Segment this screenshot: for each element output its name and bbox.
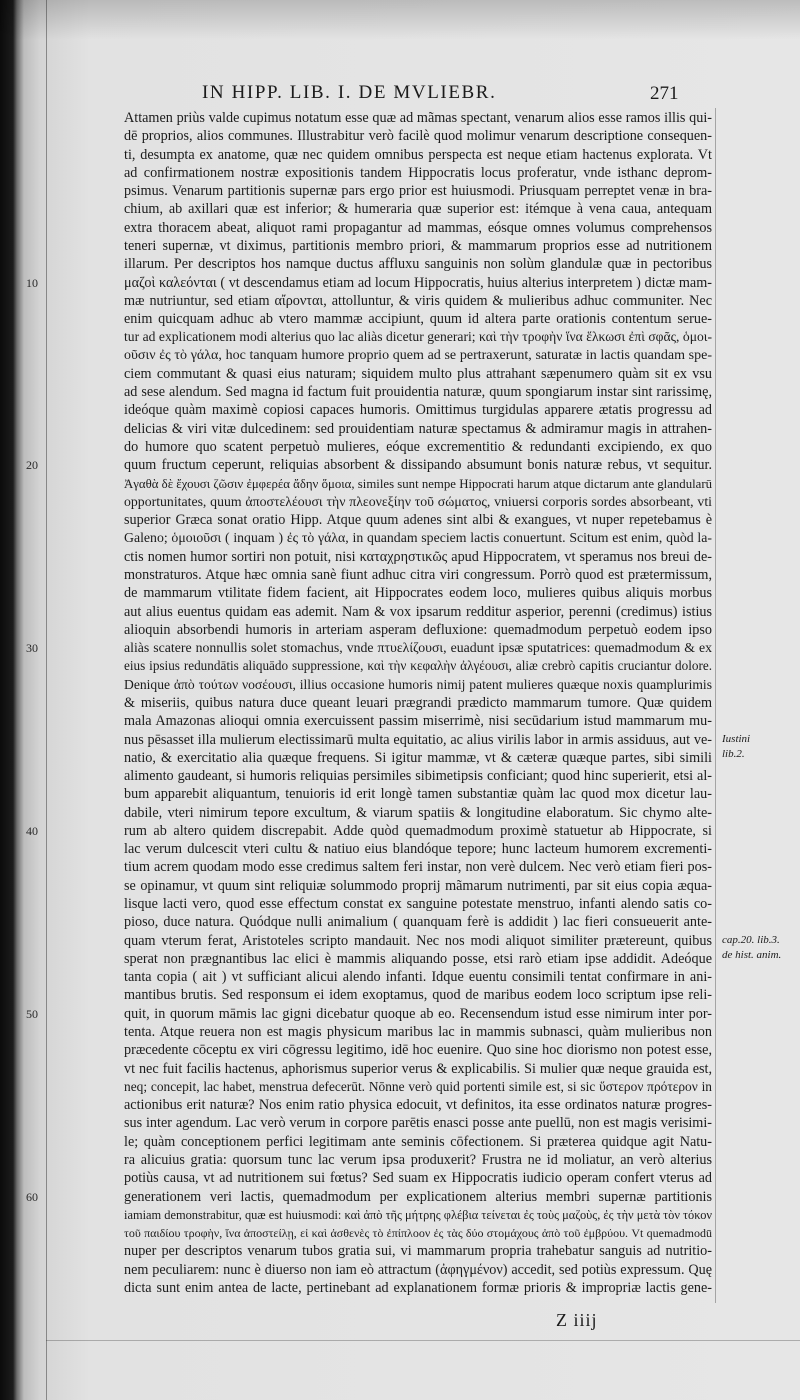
margin-note-line: cap.20. lib.3. — [722, 933, 780, 946]
text-line — [124, 182, 712, 200]
text-line — [124, 1224, 712, 1242]
line-text: & miseriis, quibus natura duce queant leuari prægrandi prædicto mammarum tumore. Quæ quidem — [124, 694, 712, 711]
line-text: ctis nomen humor sortiri non potuit, nisi καταχρηστικῶς apud Hippocratem, vt speramus nos breui de- — [124, 548, 712, 565]
line-text: iamiam demonstrabitur, quæ est huiusmodi: καὶ ἀπὸ τῆς μήτρης φλέβια τείνεται ἐς τοὺς μαζοὺς, ἐς τὴν μετὰ τὸν τόκον — [124, 1207, 712, 1222]
line-text: mala Amazonas alioqui omnia exercuissent passim miserrimè, nisi secūdarium istud mammarum mu- — [124, 713, 712, 730]
text-line — [124, 1041, 712, 1059]
text-line — [124, 1060, 712, 1078]
margin-note-line: de hist. anim. — [722, 948, 782, 961]
line-text: nus pēsasset illa mulierum electissimarū multa equitatio, ac alius virilis labor in armis assiduus, aut ve- — [124, 731, 712, 748]
line-text: neq; concepit, lac habet, menstrua defecerūt. Nōnne verò quid portenti simile est, si sic ὕστερον πρότερον in — [124, 1078, 712, 1094]
line-text: lac verum dulcescit vteri cultu & natiuo eius blandóque tepore; hunc lacteum humorem excrementi- — [124, 841, 712, 858]
text-line — [124, 292, 712, 310]
line-number: 60 — [26, 1189, 38, 1204]
line-text: nuper per descriptos venarum tubos gratia sui, vi mammarum propria trahebatur sanguis ad nutritio- — [124, 1243, 712, 1260]
line-text: tium acrem quodam modo esse credimus saltem feri instar, non verè dulcem. Nec verò etiam fieri pos- — [124, 859, 712, 876]
line-text: ti, desumpta ex anatome, quæ nec quidem omnibus perspecta est neque etiam hactenus explorata. Vt — [124, 146, 712, 163]
text-line — [124, 694, 712, 712]
text-line — [124, 1133, 712, 1151]
text-line — [124, 200, 712, 218]
line-text: lisque lacti vero, quod esse effectum constat ex sanguine potestate menstruo, infanti alendo satis co- — [124, 896, 712, 913]
line-number: 40 — [26, 823, 38, 838]
leaf-edge-line — [46, 0, 47, 1400]
text-line — [124, 950, 712, 968]
line-text: teneri supernæ, vt diximus, partitionis membro priori, & mammarum proprios esse ad nutritionem — [124, 237, 712, 254]
line-text: superior Græca sonat oratio Hipp. Atque quum adenes sint albi & exangues, vt nuper repetebamus è — [124, 512, 712, 529]
line-text: enim quicquam adhuc ab vtero mammæ accipiunt, quum id altera parte orationis contentum serue- — [124, 311, 712, 328]
line-text: ad sese alendum. Sed magna id factum fuit prouidentia naturæ, quum spongiarum instar sint rarissimę, — [124, 384, 712, 401]
line-text: dicta sunt enim antea de lacte, pertinebant ad explanationem formæ prioris & impropriæ lactis gene- — [124, 1279, 712, 1296]
line-text: mæ nutriuntur, sed etiam αἴρονται, attolluntur, & viris quidem & mulieribus adhuc communiter. Nec — [124, 292, 712, 309]
line-text: μαζοὶ καλεόνται ( vt descendamus etiam ad locum Hippocratis, huius alterius interpretem ) dictæ mam- — [124, 274, 712, 291]
text-line — [124, 255, 712, 273]
line-text: alioquin absorbendi humoris in arteriam asperam defluxione: quemadmodum perpetuò eodem ipso — [124, 621, 712, 638]
line-text: psimus. Venarum partitionis supernæ pars ergo prior est huiusmodi. Priusquam perreptet venæ in bra- — [124, 183, 712, 200]
line-text: bum apparebit aliquantum, tenuioris id erit longè tamen substantiæ quàm lac quod mox dicetur lau- — [124, 786, 712, 803]
line-text: sperat non prægnantibus lac elici è mammis aliquando posse, etsi rarò etiam ipse addidit. Adeóque — [124, 950, 712, 967]
text-line — [124, 877, 712, 895]
line-text: alimento gaudeant, si humoris reliquias persimiles sibimetipsis conficiant; quod hinc superierit, etsi al- — [124, 768, 712, 785]
text-line — [124, 712, 712, 730]
text-line — [124, 219, 712, 237]
line-text: opportunitates, quum ἀποστελέουσι τὴν πλεονεξίην τοῦ σώματος, vniuersi corporis sordes absorbeant, vti — [124, 493, 712, 509]
line-text: Attamen priùs valde cupimus notatum esse quæ ad mãmas spectant, venarum alios esse ramos illis qui- — [124, 110, 712, 126]
line-text: do humore quo scatent perpetuò mulieres, eóque excrementitio & redundanti excipiendo, ex quo — [124, 439, 712, 456]
text-line — [124, 109, 712, 127]
line-text: extra thoracem abeat, aliquot rami propagantur ad mammas, eósque omnes volumus comprehensos — [124, 219, 712, 236]
line-text: tenta. Atque reuera non est magis physicum maribus lac in mammis subnasci, quàm mulieribus non — [124, 1024, 712, 1040]
line-text: delicias & viri vitæ dulcedinem: sed prouidentiam naturæ spectamus & admiramur magis in attrahen- — [124, 420, 712, 437]
margin-note-line: lib.2. — [722, 747, 745, 760]
line-text: rum ab altero quidem discrepabit. Adde quòd quemadmodum proximè statuetur ab Hippocrate, si — [124, 822, 712, 839]
text-line — [124, 968, 712, 986]
line-text: τοῦ παιδίου τροφὴν, ἵνα ἀποστείλῃ, εἰ καὶ ἀσθενὲς τὸ ἐπίπλοον ἐς τὰς δύο στομάχους ἀπὸ τοῦ ἐμβρύου. Vt quemadmodū — [124, 1226, 712, 1241]
text-line — [124, 858, 712, 876]
line-text: potiùs causa, vt ad nutritionem sui fœtus? Sed suam ex Hippocratis iudicio operam confert vterus ad — [124, 1170, 712, 1187]
line-text: ideóque quàm maximè copiosi capaces humoris. Omittimus turgidulas apparere ætatis progressu ad — [124, 402, 712, 419]
text-line — [26, 639, 712, 657]
text-line — [124, 475, 712, 493]
text-line — [124, 347, 712, 365]
scan-top-shade — [0, 0, 800, 40]
line-number: 50 — [26, 1006, 38, 1021]
line-text: illarum. Per descriptos hos namque ductus affluxu sanguinis non solùm glandulæ quæ in pectoribus — [124, 256, 712, 273]
line-text: chium, ab axillari quæ est inferior; & humeraria quæ superior est: itémque à vena caua, antequam — [124, 201, 712, 218]
text-line — [124, 566, 712, 584]
text-line — [124, 1114, 712, 1132]
line-text: ciem commutant & quasi eius naturam; siquidem multo plus attrahant sæpenumero quàm sit ex vsu — [124, 365, 712, 382]
line-text: ad confirmationem nostræ expositionis tandem Hippocratis locus proferatur, vnde isthanc deprom- — [124, 164, 712, 181]
line-text: actionibus erit naturæ? Nos enim ratio physica edocuit, vt definitos, ita esse ordinatos naturæ progres- — [124, 1097, 712, 1114]
line-text: quam vterum ferat, Aristoteles scripto mandauit. Nec nos modi aliquot similiter prætereunt, quibus — [124, 932, 712, 949]
page-number: 271 — [650, 83, 679, 104]
text-line — [124, 1206, 712, 1224]
text-line — [124, 127, 712, 145]
line-text: Galeno; ὁμοιοῦσι ( inquam ) ἐς τὸ γάλα, in quandam speciem lactis conuertunt. Scitum est enim, quòd la- — [124, 530, 712, 546]
text-line — [124, 986, 712, 1004]
line-text: dē proprios, alios communes. Illustrabitur verò facilè quod molimur venarum descriptione consequen- — [124, 128, 712, 145]
text-line — [26, 456, 712, 474]
margin-note-line: Iustini — [722, 732, 751, 745]
line-text: quum fructum ceperunt, reliquias absorbent & dissipando absumunt bonis naturæ rebus, vt sequitur. — [124, 457, 712, 474]
text-line — [124, 749, 712, 767]
text-line — [26, 1188, 712, 1206]
text-line — [124, 603, 712, 621]
text-line — [124, 657, 712, 675]
page-header — [0, 82, 800, 108]
signature-mark: Z iiij — [556, 1310, 598, 1330]
line-text: monstraturos. Atque hæc omnia sanè fiunt adhuc citra viri congressum. Porrò quod est prætermissum, — [124, 567, 712, 583]
line-text: aliàs scatere nonnullis solet stomachus, vnde πτυελίζουσι, euadunt ipsæ sputatrices: quemadmodum & ex — [124, 640, 712, 656]
text-line — [26, 1005, 712, 1023]
line-text: aut alius euentus quidam eas ademit. Nam & vox ipsarum redditur asperior, perenni (credimus) istius — [124, 603, 712, 620]
text-line — [26, 822, 712, 840]
line-text: tur ad explicationem modi alterius quo lac aliàs dicetur generari; καὶ τὴν τροφὴν ἵνα ἕλκωσι ἐπὶ σφᾶς, ὁμοι- — [124, 329, 712, 345]
text-line — [124, 401, 712, 419]
text-line — [124, 1151, 712, 1169]
text-line — [124, 493, 712, 511]
line-number: 20 — [26, 458, 38, 473]
text-line — [124, 164, 712, 182]
line-text: generationem veri lactis, quemadmodum per explicationem alterius membri supernæ partitionis — [124, 1188, 712, 1205]
line-text: tanta copia ( ait ) vt sufficiant alicui alendo infanti. Idque euentu consimili tentat confirmare in ani- — [124, 969, 712, 986]
text-line — [124, 621, 712, 639]
line-text: le; quàm conceptionem perfici legitimam ante seminis cōfectionem. Si præterea quidque agit Natu- — [124, 1133, 712, 1150]
line-text: ra alicuius gratia: quorsum tunc lac verum ipsa produxerit? Frustra ne id moliatur, an verò alterius — [124, 1151, 712, 1168]
text-line — [124, 840, 712, 858]
text-line — [124, 237, 712, 255]
running-title: IN HIPP. LIB. I. DE MVLIEBR. — [202, 82, 497, 103]
text-line — [124, 1242, 712, 1260]
text-line — [124, 365, 712, 383]
line-text: mantibus brutis. Sed responsum ei idem exoptamus, quod de maribus eodem loco scriptum ipse reli- — [124, 987, 712, 1004]
line-text: Ἀγαθὰ δὲ ἔχουσι ζῶσιν ἐμφερέα ἄδην ὅμοια, similes sunt nempe Hippocrati harum atque dictarum ante glandularū — [124, 476, 712, 491]
margin-note — [722, 933, 794, 963]
line-text: quit, in quorum māmis lac gigni dicebatur quoque ab eo. Recensendum istud esse nimirum inter por- — [124, 1005, 712, 1022]
line-text: eius ipsius redundātis aliquādo suppressione, καὶ τὴν κεφαλὴν ἀλγέουσι, aliæ crebrò capitis cruciantur dolore. — [124, 658, 712, 674]
line-text: Denique ἀπὸ τούτων νοσέουσι, illius occasione humoris nimij patent mulieres quæque noxis quamplurimis — [124, 676, 712, 692]
line-text: pioso, duce natura. Quódque nulli animalium ( quanquam ferè is addidit ) lac fieri consueuerit ante- — [124, 914, 712, 931]
text-line — [124, 548, 712, 566]
margin-note — [722, 732, 794, 762]
text-line — [124, 1169, 712, 1187]
text-line — [124, 310, 712, 328]
text-line — [124, 1096, 712, 1114]
line-text: se opinamur, vt quum sint reliquiæ solummodo proprij mãmarum nutrimenti, par sit eius copia æqua- — [124, 877, 712, 894]
text-line — [124, 1023, 712, 1041]
text-line — [124, 767, 712, 785]
text-line — [124, 438, 712, 456]
line-text: sus inter agendum. Lac verò verum in corpore parētis enasci posse ante puellū, non est magis verisimi- — [124, 1115, 712, 1132]
text-line — [124, 785, 712, 803]
line-text: natio, & exercitatio alia quæque frequens. Si igitur mammæ, vt & cæteræ quæque partes, sibi simili — [124, 749, 712, 766]
line-number: 30 — [26, 641, 38, 656]
text-line — [124, 529, 712, 547]
line-text: nem peculiarem: nunc è diuerso non iam eò attractum (ἀφηγμένον) accedit, sed potiùs expressum. Quę — [124, 1261, 712, 1278]
text-frame-right-rule — [715, 108, 716, 1303]
page-bottom-rule — [46, 1340, 800, 1341]
text-line — [124, 913, 712, 931]
line-number: 10 — [26, 275, 38, 290]
text-line — [124, 146, 712, 164]
text-block — [26, 109, 782, 1301]
line-text: οῦσιν ἐς τὸ γάλα, hoc tanquam humore proprio quem ad se pertraxerunt, saturatæ in lactis quandam spe- — [124, 347, 712, 363]
text-line — [124, 1279, 712, 1297]
text-line — [124, 328, 712, 346]
text-line — [124, 676, 712, 694]
line-text: de mammarum vtilitate fidem facient, ait Hippocrates eodem loco, mulieres quibus aliquis morbus — [124, 585, 712, 602]
text-line — [124, 1078, 712, 1096]
text-line — [124, 895, 712, 913]
line-text: præcedente cōceptu ex viri cōgressu legitimo, idē hoc euenire. Quo sine hoc diorismo non potest esse, — [124, 1042, 712, 1059]
text-line — [124, 1261, 712, 1279]
line-text: dabile, vteri nimirum tepore excultum, & viarum spatiis & longitudine elaboratum. Sic chymo alte- — [124, 804, 712, 821]
text-line — [124, 420, 712, 438]
line-text: vt nec fuit facilis hactenus, aphorismus superior verus & explicabilis. Si mulier quæ neque grauida est, — [124, 1060, 712, 1077]
text-line — [124, 511, 712, 529]
text-line — [26, 274, 712, 292]
text-line — [124, 383, 712, 401]
text-line — [124, 804, 712, 822]
text-line — [124, 584, 712, 602]
